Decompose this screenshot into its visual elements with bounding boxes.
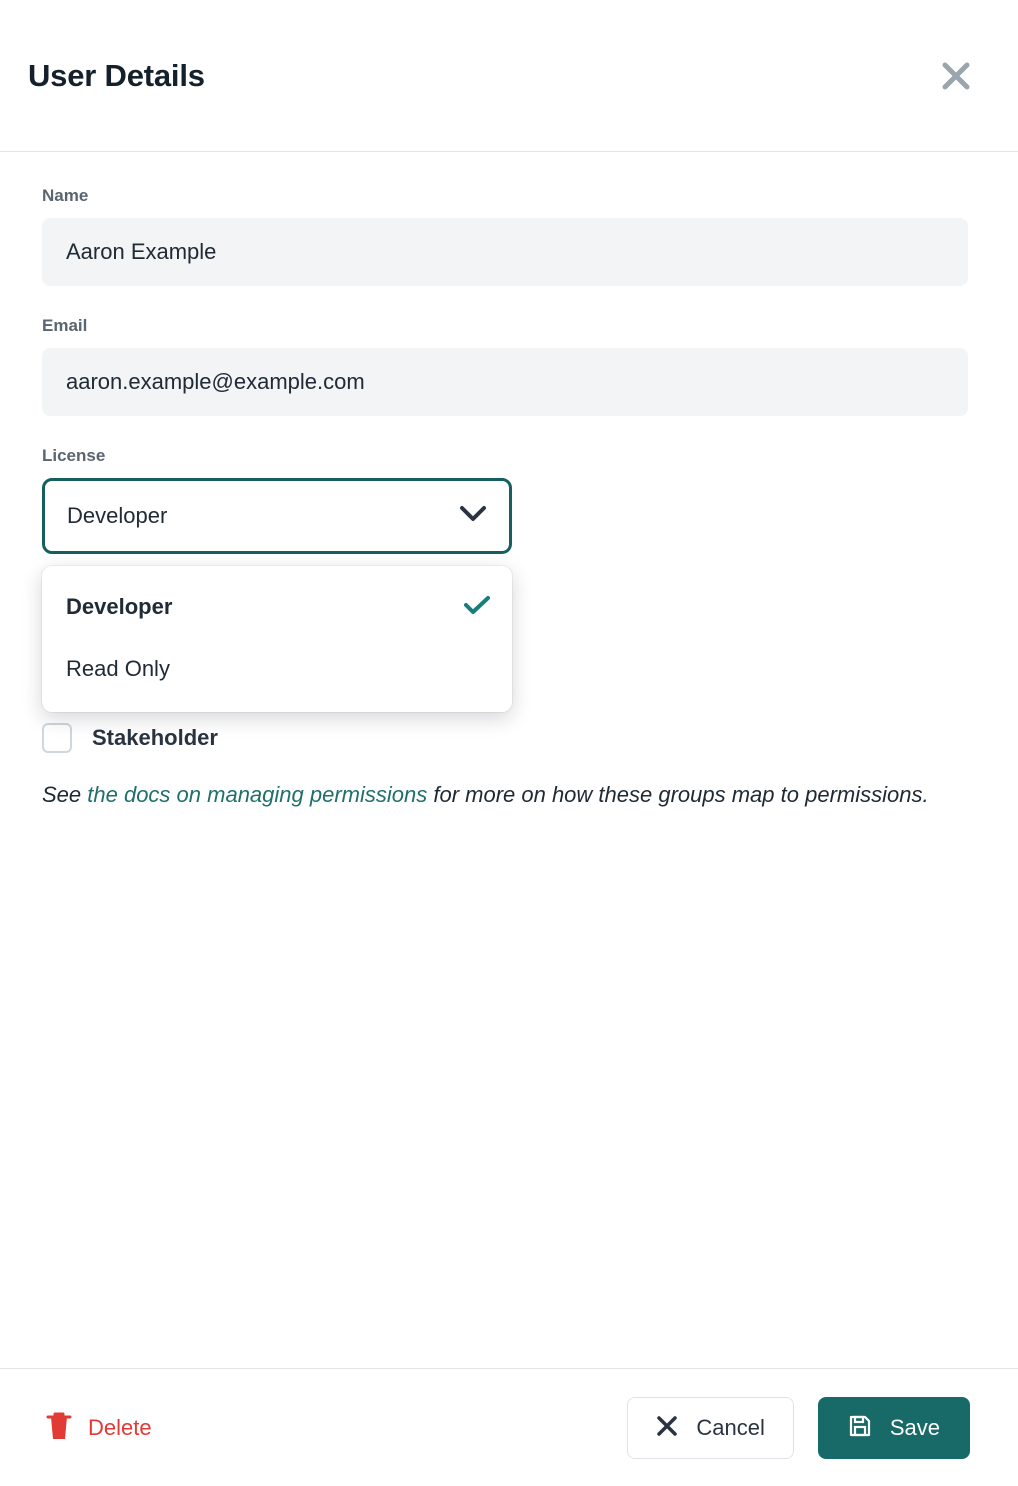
helper-suffix: for more on how these groups map to permissions. [427,782,929,807]
name-label: Name [42,186,89,205]
license-selected-value: Developer [67,503,168,528]
license-option-label: Developer [66,594,173,619]
footer-actions [627,1397,970,1459]
save-label: Save [889,1414,940,1440]
modal-body [0,152,1018,1368]
modal-header [0,0,1018,152]
license-option-developer[interactable] [42,576,512,638]
save-disk-icon [848,1414,872,1441]
trash-icon [46,1411,72,1444]
license-option-label: Read Only [66,656,170,681]
email-field-block [42,316,976,416]
close-icon [939,59,973,93]
group-label: Stakeholder [92,725,218,750]
license-select[interactable] [42,478,512,554]
name-input[interactable]: Aaron Example [42,218,968,286]
name-field-block [42,186,976,286]
email-input[interactable]: aaron.example@example.com [42,348,968,416]
license-option-read-only[interactable] [42,638,512,700]
docs-permissions-link[interactable]: the docs on managing permissions [87,782,428,807]
delete-button[interactable] [42,1405,156,1450]
license-field-block [42,446,976,681]
group-checkbox-stakeholder[interactable] [42,723,72,753]
license-dropdown [42,566,512,712]
chevron-down-icon [459,505,487,528]
cancel-button[interactable] [627,1397,793,1459]
delete-label: Delete [88,1414,152,1440]
group-row [42,716,976,760]
modal-footer [0,1368,1018,1486]
license-select-wrap [42,478,512,681]
cancel-label: Cancel [696,1414,765,1440]
helper-prefix: See [42,782,88,807]
save-button[interactable] [818,1397,970,1459]
license-label: License [42,446,106,465]
cancel-x-icon [656,1415,678,1440]
email-label: Email [42,316,88,335]
close-button[interactable] [934,54,978,98]
page-title: User Details [28,57,205,93]
permissions-helper-text [42,778,957,812]
check-icon [464,595,490,620]
